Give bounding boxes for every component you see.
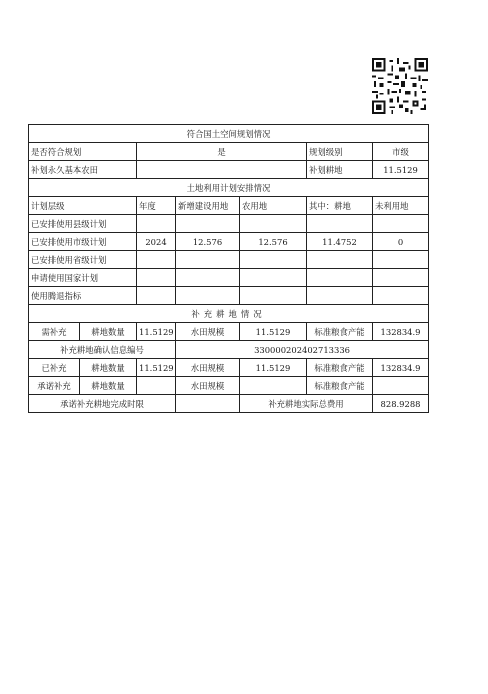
row-label: 已安排使用县级计划 bbox=[29, 215, 137, 233]
cell-year bbox=[137, 251, 176, 269]
cell-new-construction: 12.576 bbox=[176, 233, 240, 251]
header-year: 年度 bbox=[137, 197, 176, 215]
label-promise-supplement: 承诺补充 bbox=[29, 377, 80, 395]
label-deadline: 承诺补充耕地完成时限 bbox=[29, 395, 176, 413]
value-basic-farmland bbox=[137, 161, 307, 179]
label-paddy: 水田规模 bbox=[176, 323, 240, 341]
value-deadline bbox=[176, 395, 240, 413]
cell-cultivated: 11.4752 bbox=[307, 233, 373, 251]
label-area: 耕地数量 bbox=[80, 323, 137, 341]
table-row bbox=[29, 395, 429, 413]
cell-cultivated bbox=[307, 251, 373, 269]
cell-unused bbox=[373, 215, 429, 233]
table-header-row bbox=[29, 197, 429, 215]
value-area: 11.5129 bbox=[137, 323, 176, 341]
header-agri-land: 农用地 bbox=[240, 197, 307, 215]
table-row bbox=[29, 341, 429, 359]
table-row bbox=[29, 359, 429, 377]
value-grain bbox=[373, 377, 429, 395]
value-grain: 132834.9 bbox=[373, 359, 429, 377]
section-title-land-plan: 土地利用计划安排情况 bbox=[29, 179, 429, 197]
cell-cultivated bbox=[307, 287, 373, 305]
cell-year: 2024 bbox=[137, 233, 176, 251]
cell-year bbox=[137, 215, 176, 233]
section-title-supplement: 补充耕地情况 bbox=[29, 305, 429, 323]
value-paddy: 11.5129 bbox=[240, 323, 307, 341]
label-total-cost: 补充耕地实际总费用 bbox=[240, 395, 373, 413]
label-plan-conform: 是否符合规划 bbox=[29, 143, 137, 161]
cell-agri-land bbox=[240, 287, 307, 305]
table-row bbox=[29, 323, 429, 341]
table-row bbox=[29, 287, 429, 305]
cell-new-construction bbox=[176, 215, 240, 233]
value-area: 11.5129 bbox=[137, 359, 176, 377]
cell-cultivated bbox=[307, 215, 373, 233]
cell-agri-land: 12.576 bbox=[240, 233, 307, 251]
label-basic-farmland: 补划永久基本农田 bbox=[29, 161, 137, 179]
cell-new-construction bbox=[176, 269, 240, 287]
cell-cultivated bbox=[307, 269, 373, 287]
value-confirm-code: 330000202402713336 bbox=[176, 341, 429, 359]
value-plan-conform: 是 bbox=[137, 143, 307, 161]
cell-new-construction bbox=[176, 287, 240, 305]
table-row bbox=[29, 377, 429, 395]
label-grain: 标准粮食产能 bbox=[307, 377, 373, 395]
label-area: 耕地数量 bbox=[80, 359, 137, 377]
table-row bbox=[29, 143, 429, 161]
cell-agri-land bbox=[240, 215, 307, 233]
label-need-supplement: 需补充 bbox=[29, 323, 80, 341]
planning-form bbox=[28, 124, 428, 413]
value-area bbox=[137, 377, 176, 395]
cell-agri-land bbox=[240, 251, 307, 269]
label-plan-level: 规划级别 bbox=[307, 143, 373, 161]
table-row bbox=[29, 269, 429, 287]
label-grain: 标准粮食产能 bbox=[307, 359, 373, 377]
cell-year bbox=[137, 287, 176, 305]
label-supp-farmland: 补划耕地 bbox=[307, 161, 373, 179]
section-title-planning: 符合国土空间规划情况 bbox=[29, 125, 429, 143]
table-row bbox=[29, 251, 429, 269]
cell-unused: 0 bbox=[373, 233, 429, 251]
row-label: 已安排使用市级计划 bbox=[29, 233, 137, 251]
cell-new-construction bbox=[176, 251, 240, 269]
label-confirm-code: 补充耕地确认信息编号 bbox=[29, 341, 176, 359]
table-row bbox=[29, 215, 429, 233]
table-row bbox=[29, 161, 429, 179]
value-plan-level: 市级 bbox=[373, 143, 429, 161]
value-grain: 132834.9 bbox=[373, 323, 429, 341]
header-plan-level: 计划层级 bbox=[29, 197, 137, 215]
row-label: 申请使用国家计划 bbox=[29, 269, 137, 287]
qr-code-icon bbox=[372, 58, 428, 114]
table-row bbox=[29, 233, 429, 251]
label-area: 耕地数量 bbox=[80, 377, 137, 395]
value-total-cost: 828.9288 bbox=[373, 395, 429, 413]
cell-unused bbox=[373, 287, 429, 305]
planning-table bbox=[28, 124, 429, 413]
header-unused-land: 未利用地 bbox=[373, 197, 429, 215]
label-grain: 标准粮食产能 bbox=[307, 323, 373, 341]
value-supp-farmland: 11.5129 bbox=[373, 161, 429, 179]
row-label: 使用腾退指标 bbox=[29, 287, 137, 305]
row-label: 已安排使用省级计划 bbox=[29, 251, 137, 269]
label-paddy: 水田规模 bbox=[176, 377, 240, 395]
value-paddy bbox=[240, 377, 307, 395]
cell-year bbox=[137, 269, 176, 287]
label-done-supplement: 已补充 bbox=[29, 359, 80, 377]
cell-unused bbox=[373, 251, 429, 269]
label-paddy: 水田规模 bbox=[176, 359, 240, 377]
value-paddy: 11.5129 bbox=[240, 359, 307, 377]
cell-agri-land bbox=[240, 269, 307, 287]
header-new-construction: 新增建设用地 bbox=[176, 197, 240, 215]
header-of-which-cultivated: 其中：耕地 bbox=[307, 197, 373, 215]
cell-unused bbox=[373, 269, 429, 287]
